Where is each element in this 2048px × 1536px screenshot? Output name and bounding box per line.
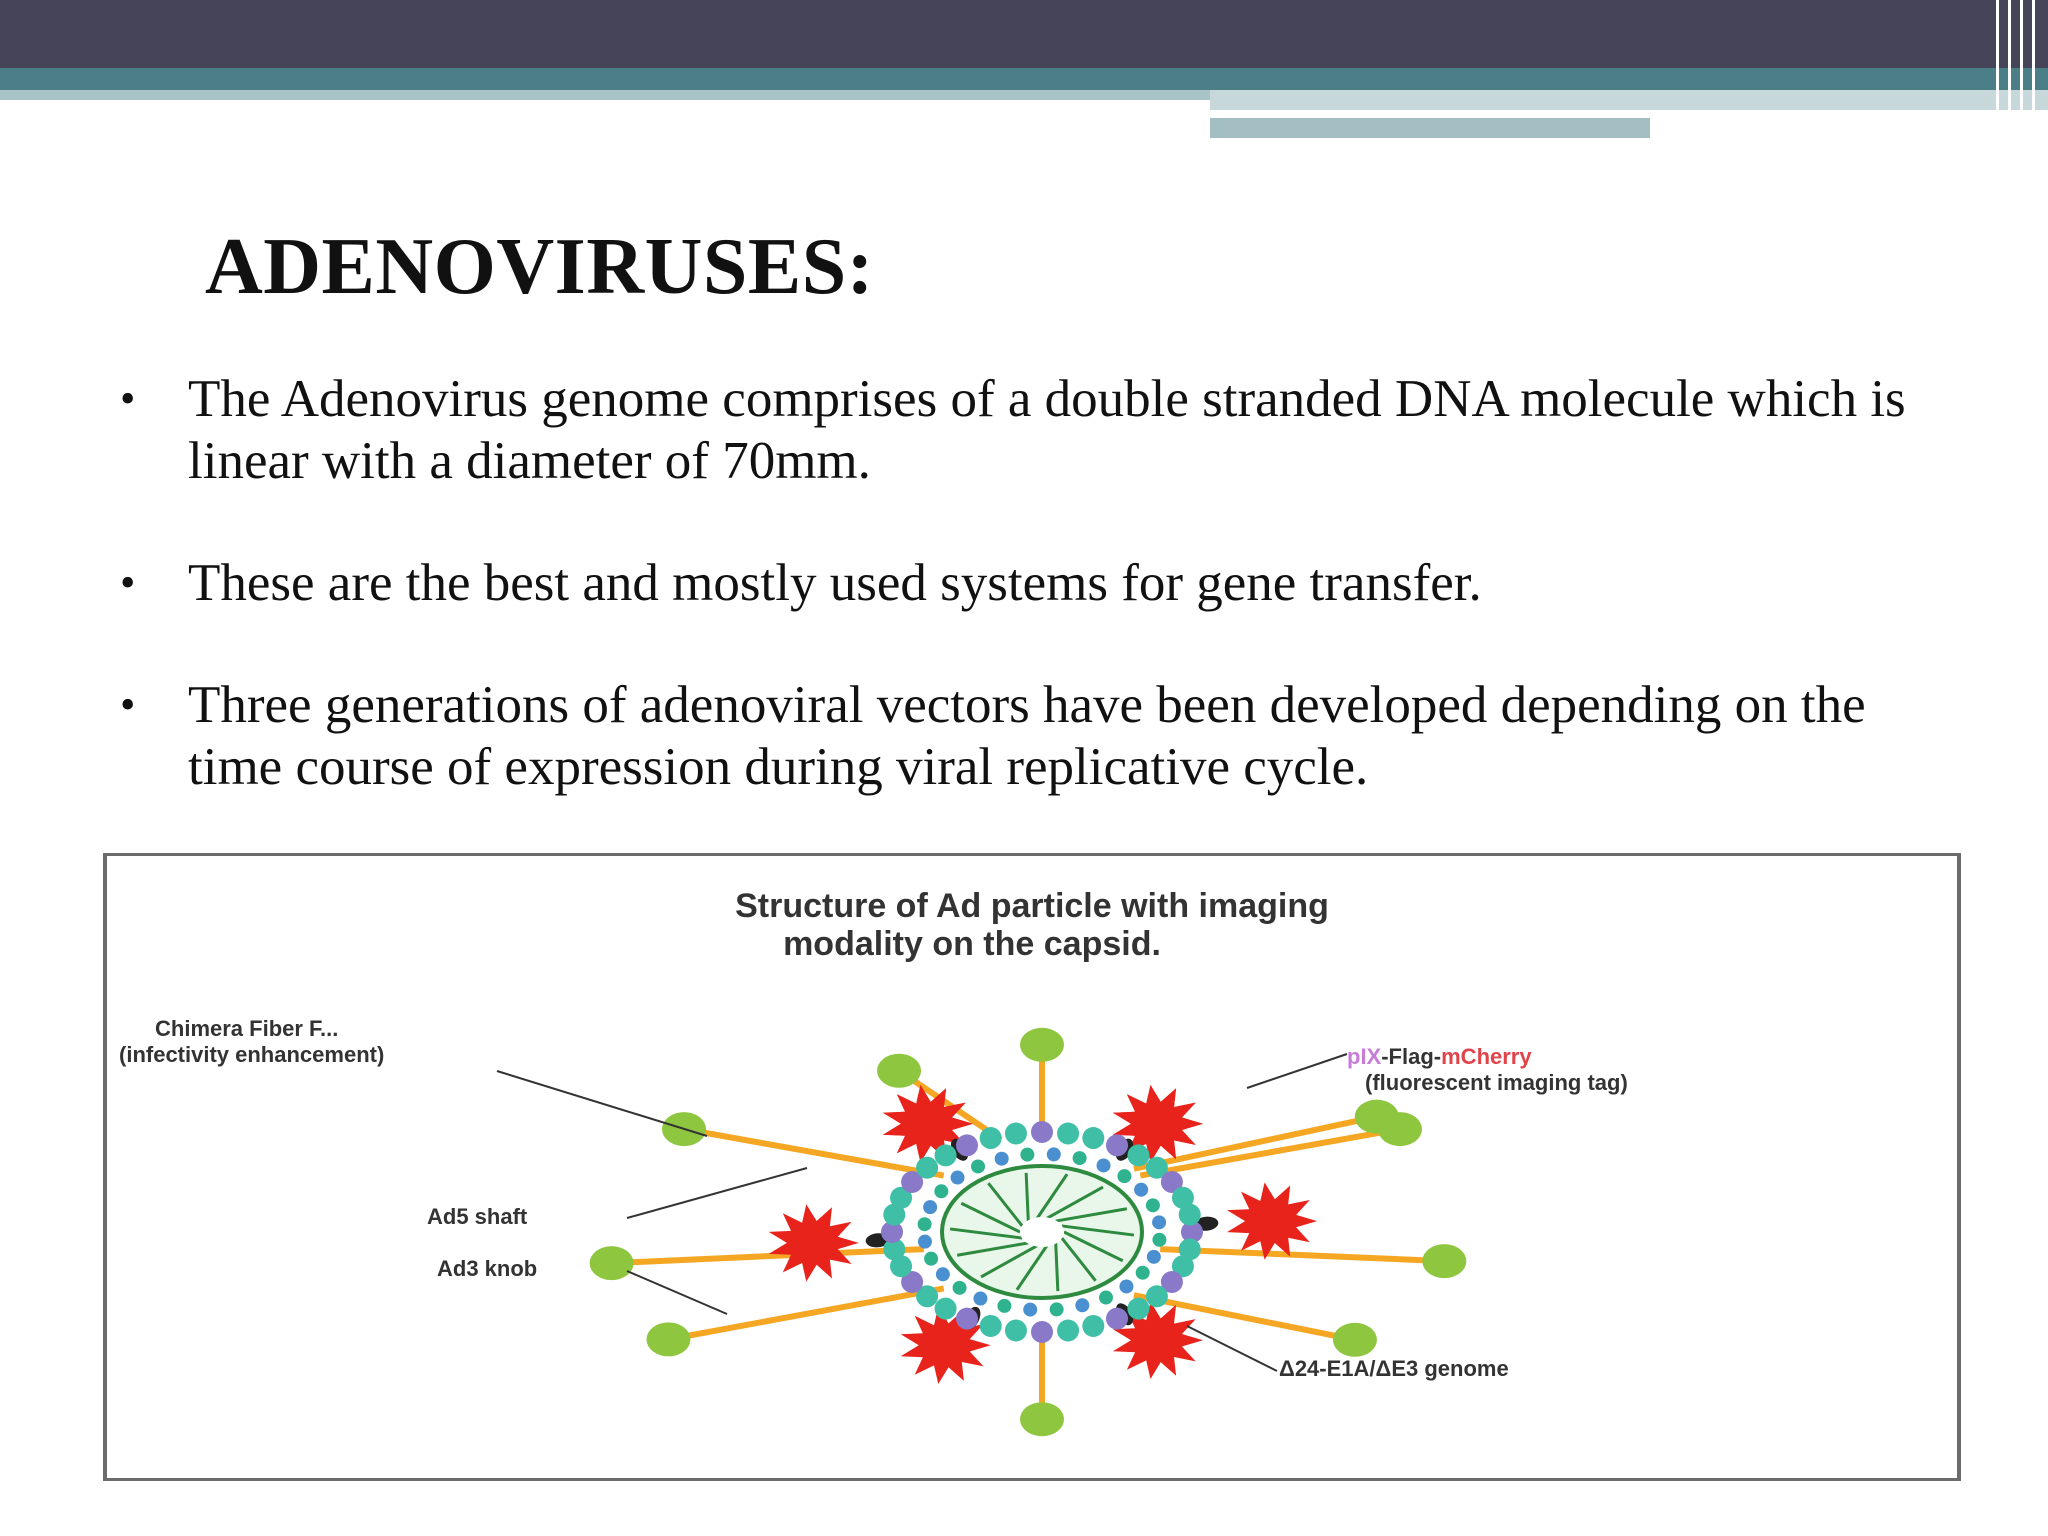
adenovirus-particle-diagram <box>107 856 1957 1478</box>
header-white-line <box>1210 110 1900 116</box>
shaft-pointer-line <box>627 1168 807 1218</box>
fiber-knob <box>1355 1100 1399 1134</box>
fiber-shaft <box>668 1288 943 1339</box>
capsid-protein <box>918 1235 932 1249</box>
capsid-protein <box>1127 1298 1149 1320</box>
capsid-protein <box>951 1171 965 1185</box>
capsid-protein <box>953 1281 967 1295</box>
capsid-protein <box>997 1299 1011 1313</box>
bullet-item: • These are the best and mostly used systems for gene transfer. <box>120 552 1960 614</box>
capsid-protein <box>1031 1121 1053 1143</box>
fiber-shaft <box>1160 1249 1444 1261</box>
adenovirus-structure-figure <box>103 853 1961 1481</box>
capsid-protein <box>1147 1250 1161 1264</box>
capsid-protein <box>1020 1148 1034 1162</box>
capsid-protein <box>916 1157 938 1179</box>
capsid-protein <box>1057 1123 1079 1145</box>
capsid-protein <box>1106 1134 1128 1156</box>
fluorescent-label: (fluorescent imaging tag) <box>1365 1070 1628 1095</box>
fiber-knob <box>877 1054 921 1088</box>
capsid-protein <box>1152 1233 1166 1247</box>
mcherry-spike <box>1227 1182 1317 1259</box>
chimera-pointer-line <box>497 1071 707 1136</box>
fiber-knob <box>646 1322 690 1356</box>
capsid-protein <box>1073 1151 1087 1165</box>
capsid-protein <box>1047 1147 1061 1161</box>
fiber-knob <box>1333 1323 1377 1357</box>
capsid-protein <box>1005 1123 1027 1145</box>
capsid-protein <box>1136 1266 1150 1280</box>
capsid-protein <box>936 1267 950 1281</box>
capsid-protein <box>971 1159 985 1173</box>
fiber-knob <box>1020 1402 1064 1436</box>
capsid-protein <box>1106 1308 1128 1330</box>
capsid-protein <box>1134 1183 1148 1197</box>
capsid-protein <box>1097 1158 1111 1172</box>
capsid-protein <box>1152 1215 1166 1229</box>
capsid-protein <box>980 1315 1002 1337</box>
capsid-protein <box>935 1144 957 1166</box>
capsid-protein <box>1119 1279 1133 1293</box>
shaft-label: Ad5 shaft <box>427 1204 528 1229</box>
fiber-knob <box>1422 1244 1466 1278</box>
mcherry-spike <box>769 1204 859 1281</box>
capsid-protein <box>1050 1302 1064 1316</box>
capsid-protein <box>995 1152 1009 1166</box>
capsid-protein <box>1099 1291 1113 1305</box>
capsid-protein <box>1023 1303 1037 1317</box>
capsid-protein <box>980 1127 1002 1149</box>
fiber-shaft <box>684 1129 944 1175</box>
pix-pointer-line <box>1247 1054 1347 1088</box>
capsid-protein <box>973 1292 987 1306</box>
slide-title: ADENOVIRUSES: <box>205 223 874 311</box>
fiber-knob <box>1020 1028 1064 1062</box>
pix-label-mid: -Flag- <box>1381 1044 1442 1069</box>
figure-title-line2: modality on the capsid. <box>783 925 1161 963</box>
capsid-protein <box>1082 1127 1104 1149</box>
capsid-protein <box>918 1217 932 1231</box>
genome-strand <box>1056 1243 1058 1291</box>
capsid-protein <box>1005 1319 1027 1341</box>
capsid-protein <box>1146 1198 1160 1212</box>
genome-pointer-line <box>1187 1326 1277 1371</box>
capsid-protein <box>1127 1144 1149 1166</box>
header-dark-bar <box>0 0 2048 68</box>
genome-center <box>1020 1217 1064 1247</box>
bullet-item: • The Adenovirus genome comprises of a double stranded DNA molecule which is linear with a diameter of 70mm. <box>120 368 1960 492</box>
header-accent-bar <box>1210 118 1650 138</box>
chimera-label-line2: (infectivity enhancement) <box>119 1042 385 1067</box>
figure-title-line1: Structure of Ad particle with imaging <box>735 887 1329 925</box>
fiber-shaft <box>612 1249 924 1263</box>
capsid-protein <box>1082 1315 1104 1337</box>
capsid-protein <box>923 1200 937 1214</box>
knob-pointer-line <box>627 1271 727 1314</box>
header-stripes <box>1988 0 2048 140</box>
chimera-label-line1: Chimera Fiber F... <box>155 1016 339 1041</box>
genome-label: Δ24-E1A/ΔE3 genome <box>1279 1356 1509 1381</box>
capsid-protein <box>1146 1285 1168 1307</box>
capsid-protein <box>935 1298 957 1320</box>
header-light-bar-right <box>1210 90 2048 110</box>
capsid-protein <box>956 1134 978 1156</box>
pix-label-suffix: mCherry <box>1441 1044 1532 1069</box>
genome-strand <box>1026 1173 1028 1221</box>
capsid-protein <box>1031 1321 1053 1343</box>
capsid-protein <box>1075 1298 1089 1312</box>
capsid-protein <box>1057 1319 1079 1341</box>
bullet-item: • Three generations of adenoviral vectors have been developed depending on the time course of expression during viral replicative cycle. <box>120 674 1960 798</box>
fiber-knob <box>590 1246 634 1280</box>
pix-label-prefix: pIX <box>1347 1044 1382 1069</box>
capsid-protein <box>1117 1169 1131 1183</box>
pix-label <box>1347 1044 1532 1070</box>
capsid-protein <box>956 1308 978 1330</box>
header-light-bar <box>0 90 1210 100</box>
capsid-protein <box>1179 1204 1201 1226</box>
capsid-protein <box>924 1252 938 1266</box>
bullet-list <box>120 368 1960 858</box>
knob-label: Ad3 knob <box>437 1256 538 1281</box>
header-teal-bar <box>0 68 2048 90</box>
capsid-protein <box>934 1184 948 1198</box>
